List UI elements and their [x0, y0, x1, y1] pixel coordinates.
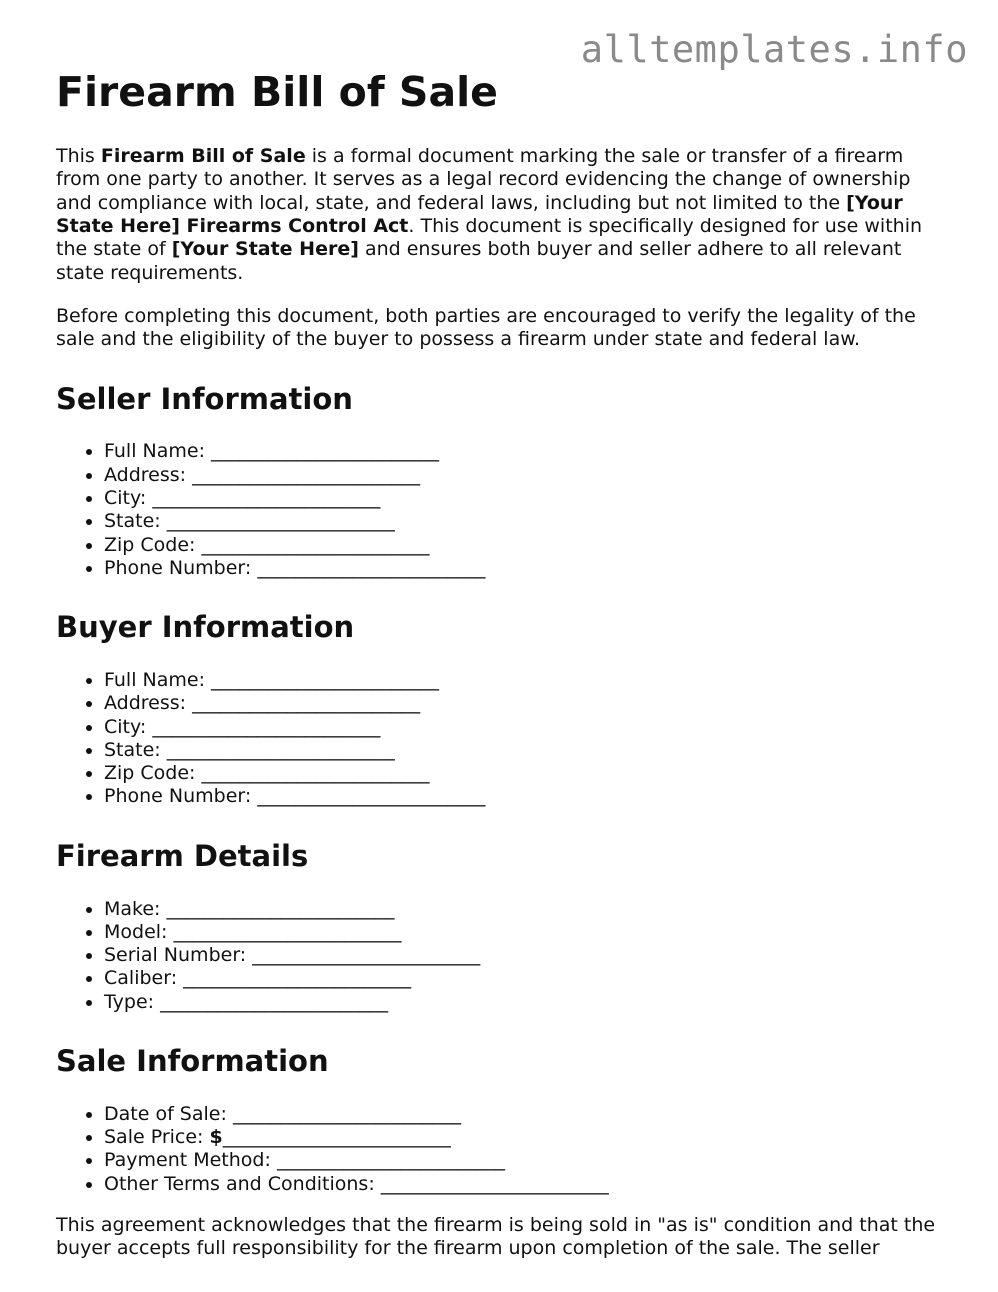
intro-paragraph: This Firearm Bill of Sale is a formal document marking the sale or transfer of a firearm from one party to another. It serves as a legal record evidencing the change of ownership and compliance with local, state, and federal laws, including but not limited to the [Your State Here] Firearms Control Act. This document is specifically designed for use within the state of [Your State Here] and ensures both buyer and seller adhere to all relevant state requirements.	[56, 145, 923, 284]
document-page	[56, 68, 946, 1281]
buyer-fields	[56, 669, 946, 809]
list-item: • Full Name: ________________________	[104, 669, 946, 692]
buyer-heading: Buyer Information	[56, 610, 355, 645]
sale-fields	[56, 1103, 946, 1196]
sale-heading: Sale Information	[56, 1044, 329, 1078]
verification-paragraph: Before completing this document, both parties are encouraged to verify the legality of the sale and the eligibility of the buyer to possess a firearm under state and federal law.	[56, 304, 916, 351]
list-item: • City: ________________________	[104, 487, 946, 510]
list-item: • Date of Sale: ________________________	[104, 1103, 946, 1126]
list-item: • Type: ________________________	[104, 991, 946, 1014]
list-item: • Address: ________________________	[104, 464, 946, 487]
list-item: • Caliber: ________________________	[104, 967, 946, 990]
firearm-fields	[56, 898, 946, 1014]
list-item: • Serial Number: ________________________	[104, 944, 946, 967]
list-item: • Sale Price: $________________________	[104, 1126, 946, 1149]
seller-fields	[56, 440, 946, 580]
list-item: • Full Name: ________________________	[104, 440, 946, 463]
page-title: Firearm Bill of Sale	[56, 68, 498, 116]
list-item: • State: ________________________	[104, 510, 946, 533]
closing-paragraph: This agreement acknowledges that the firearm is being sold in "as is" condition and that the buyer accepts full responsibility for the firearm upon completion of the sale. The seller	[56, 1213, 936, 1260]
firearm-heading: Firearm Details	[56, 838, 309, 873]
watermark: alltemplates.info	[580, 28, 968, 71]
list-item: • City: ________________________	[104, 716, 946, 739]
list-item: • State: ________________________	[104, 739, 946, 762]
list-item: • Zip Code: ________________________	[104, 534, 946, 557]
list-item: • Address: ________________________	[104, 692, 946, 715]
list-item: • Phone Number: ________________________	[104, 785, 946, 808]
list-item: • Zip Code: ________________________	[104, 762, 946, 785]
seller-heading: Seller Information	[56, 381, 353, 416]
list-item: • Payment Method: ________________________	[104, 1149, 946, 1172]
list-item: • Make: ________________________	[104, 898, 946, 921]
list-item: • Model: ________________________	[104, 921, 946, 944]
list-item: • Phone Number: ________________________	[104, 557, 946, 580]
list-item: • Other Terms and Conditions: ________________________	[104, 1173, 946, 1196]
